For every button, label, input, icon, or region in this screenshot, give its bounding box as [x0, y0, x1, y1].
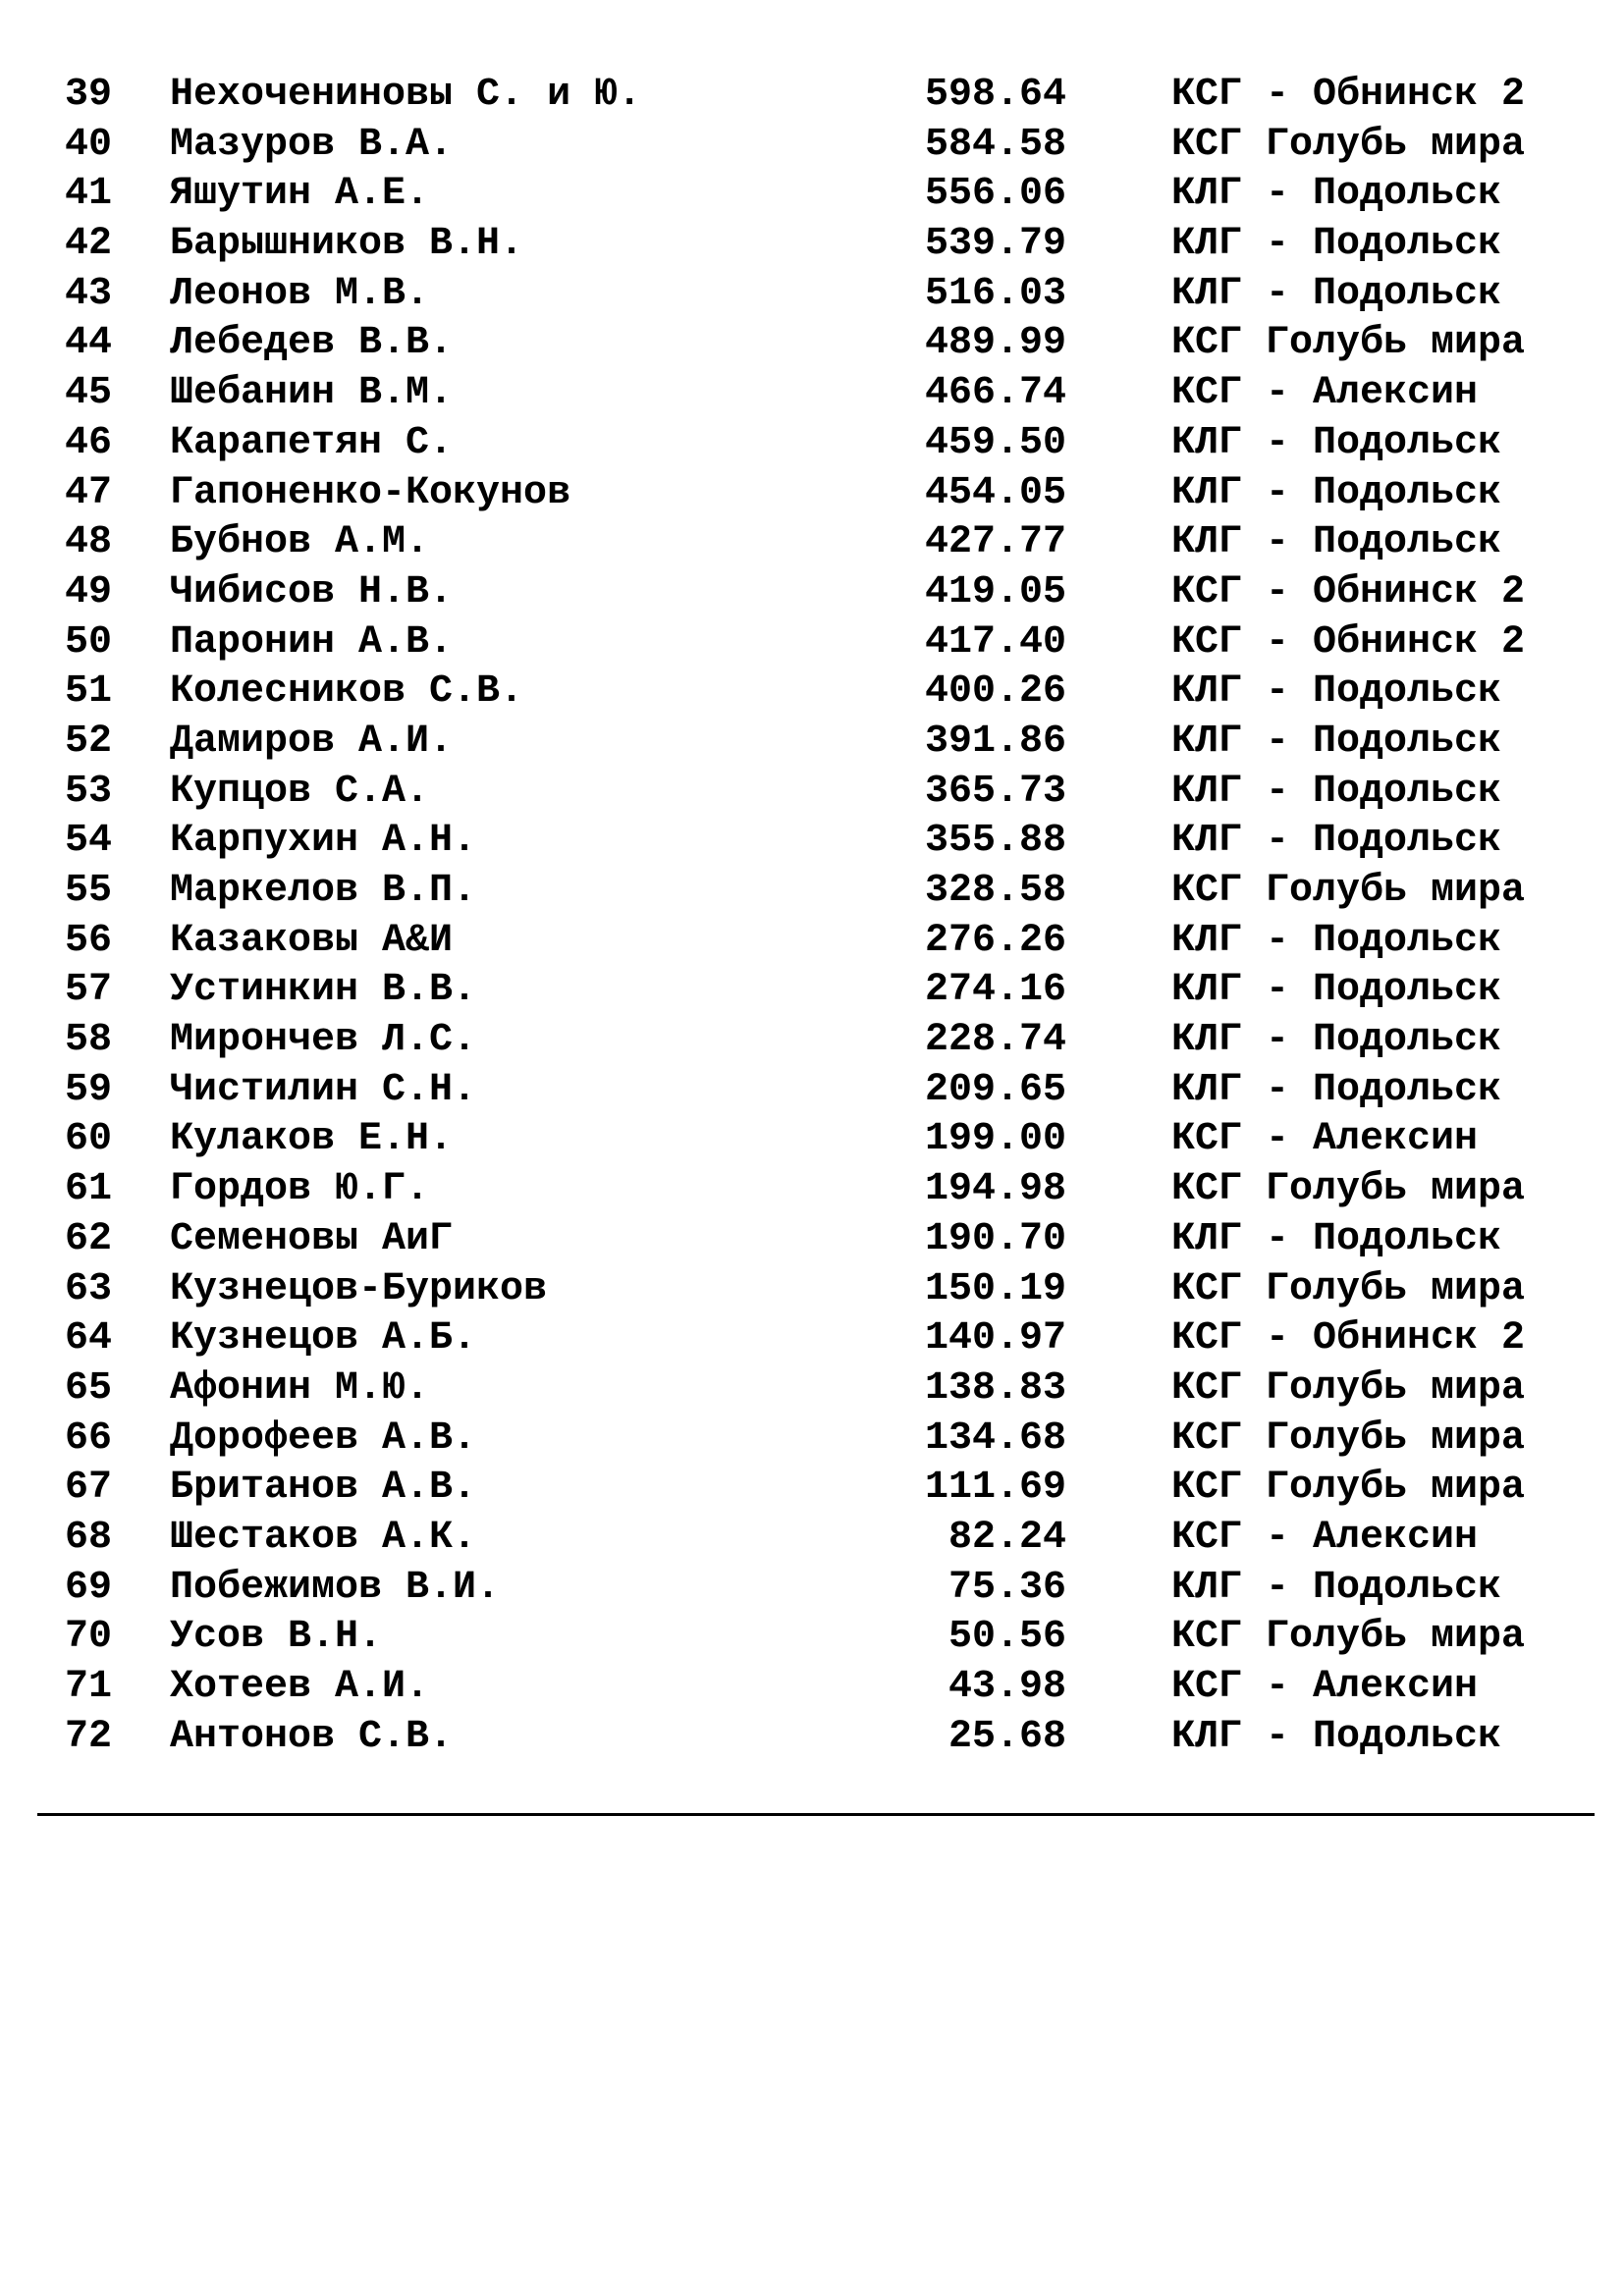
row-number: 39	[65, 73, 113, 117]
row-number: 71	[65, 1665, 113, 1709]
row-number: 47	[65, 470, 113, 515]
points-value: 355.88	[924, 819, 1066, 864]
results-row	[0, 369, 1624, 419]
club-name: КСГ - Алексин	[1171, 1665, 1479, 1709]
results-row	[0, 1115, 1624, 1165]
points-value: 598.64	[924, 73, 1066, 117]
results-row	[0, 817, 1624, 867]
row-number: 66	[65, 1415, 113, 1461]
club-name: КЛГ - Подольск	[1171, 1018, 1502, 1063]
club-name: КСГ Голубь мира	[1171, 1266, 1526, 1311]
participant-name: Побежимов В.И.	[170, 1565, 501, 1610]
results-row	[0, 319, 1624, 369]
results-row	[0, 917, 1624, 967]
club-name: КЛГ - Подольск	[1171, 172, 1502, 217]
participant-name: Гапоненко-Кокунов	[170, 470, 571, 515]
club-name: КСГ - Алексин	[1171, 1117, 1479, 1162]
participant-name: Дамиров А.И.	[170, 719, 454, 764]
club-name: КЛГ - Подольск	[1171, 520, 1502, 565]
club-name: КЛГ - Подольск	[1171, 918, 1502, 963]
results-row	[0, 1464, 1624, 1514]
row-number: 42	[65, 222, 113, 267]
club-name: КСГ - Алексин	[1171, 1515, 1479, 1560]
points-value: 459.50	[924, 420, 1066, 465]
participant-name: Семеновы АиГ	[170, 1216, 454, 1261]
participant-name: Чистилин С.Н.	[170, 1067, 477, 1112]
results-row	[0, 1514, 1624, 1564]
club-name: КСГ Голубь мира	[1171, 321, 1526, 366]
points-value: 82.24	[947, 1515, 1066, 1560]
club-name: КЛГ - Подольск	[1171, 420, 1502, 465]
points-value: 50.56	[947, 1615, 1066, 1660]
points-value: 391.86	[924, 719, 1066, 764]
results-row	[0, 1165, 1624, 1215]
bottom-rule	[37, 1813, 1595, 1816]
points-value: 75.36	[947, 1565, 1066, 1610]
participant-name: Барышников В.Н.	[170, 222, 524, 267]
row-number: 56	[65, 918, 113, 963]
points-value: 274.16	[924, 968, 1066, 1013]
points-value: 365.73	[924, 769, 1066, 814]
row-number: 63	[65, 1266, 113, 1311]
results-row	[0, 568, 1624, 618]
row-number: 55	[65, 869, 113, 913]
club-name: КЛГ - Подольск	[1171, 222, 1502, 267]
results-row	[0, 718, 1624, 768]
points-value: 400.26	[924, 669, 1066, 715]
club-name: КСГ Голубь мира	[1171, 1615, 1526, 1660]
participant-name: Афонин М.Ю.	[170, 1365, 430, 1411]
results-row	[0, 1713, 1624, 1763]
points-value: 516.03	[924, 271, 1066, 316]
row-number: 72	[65, 1714, 113, 1759]
participant-name: Шестаков А.К.	[170, 1515, 477, 1560]
club-name: КСГ Голубь мира	[1171, 1415, 1526, 1461]
participant-name: Колесников С.В.	[170, 669, 524, 715]
participant-name: Усов В.Н.	[170, 1615, 383, 1660]
results-row	[0, 270, 1624, 320]
results-row	[0, 1663, 1624, 1713]
results-row	[0, 1314, 1624, 1364]
participant-name: Британов А.В.	[170, 1466, 477, 1511]
participant-name: Карпухин А.Н.	[170, 819, 477, 864]
participant-name: Антонов С.В.	[170, 1714, 454, 1759]
results-row	[0, 618, 1624, 668]
points-value: 419.05	[924, 569, 1066, 614]
results-row	[0, 518, 1624, 568]
row-number: 59	[65, 1067, 113, 1112]
results-row	[0, 71, 1624, 121]
row-number: 69	[65, 1565, 113, 1610]
row-number: 49	[65, 569, 113, 614]
results-row	[0, 667, 1624, 718]
results-row	[0, 1215, 1624, 1265]
row-number: 51	[65, 669, 113, 715]
club-name: КСГ - Обнинск 2	[1171, 619, 1526, 665]
club-name: КСГ - Обнинск 2	[1171, 1316, 1526, 1362]
row-number: 58	[65, 1018, 113, 1063]
club-name: КСГ Голубь мира	[1171, 1167, 1526, 1212]
club-name: КЛГ - Подольск	[1171, 769, 1502, 814]
results-row	[0, 867, 1624, 917]
results-row	[0, 1016, 1624, 1066]
points-value: 134.68	[924, 1415, 1066, 1461]
points-value: 427.77	[924, 520, 1066, 565]
row-number: 67	[65, 1466, 113, 1511]
row-number: 48	[65, 520, 113, 565]
club-name: КЛГ - Подольск	[1171, 1714, 1502, 1759]
club-name: КЛГ - Подольск	[1171, 819, 1502, 864]
points-value: 466.74	[924, 371, 1066, 416]
results-row	[0, 1415, 1624, 1465]
points-value: 150.19	[924, 1266, 1066, 1311]
row-number: 70	[65, 1615, 113, 1660]
row-number: 60	[65, 1117, 113, 1162]
participant-name: Карапетян С.	[170, 420, 454, 465]
points-value: 328.58	[924, 869, 1066, 913]
club-name: КСГ - Алексин	[1171, 371, 1479, 416]
participant-name: Кузнецов А.Б.	[170, 1316, 477, 1362]
participant-name: Кузнецов-Буриков	[170, 1266, 548, 1311]
row-number: 44	[65, 321, 113, 366]
club-name: КЛГ - Подольск	[1171, 719, 1502, 764]
results-row	[0, 1613, 1624, 1663]
club-name: КЛГ - Подольск	[1171, 271, 1502, 316]
points-value: 489.99	[924, 321, 1066, 366]
club-name: КЛГ - Подольск	[1171, 470, 1502, 515]
participant-name: Дорофеев А.В.	[170, 1415, 477, 1461]
points-value: 43.98	[947, 1665, 1066, 1709]
points-value: 539.79	[924, 222, 1066, 267]
row-number: 46	[65, 420, 113, 465]
row-number: 53	[65, 769, 113, 814]
points-value: 417.40	[924, 619, 1066, 665]
participant-name: Купцов С.А.	[170, 769, 430, 814]
participant-name: Леонов М.В.	[170, 271, 430, 316]
club-name: КСГ - Обнинск 2	[1171, 569, 1526, 614]
points-value: 276.26	[924, 918, 1066, 963]
participant-name: Шебанин В.М.	[170, 371, 454, 416]
results-row	[0, 768, 1624, 818]
results-row	[0, 419, 1624, 469]
results-list	[0, 71, 1624, 1762]
row-number: 45	[65, 371, 113, 416]
club-name: КЛГ - Подольск	[1171, 1216, 1502, 1261]
results-row	[0, 1564, 1624, 1614]
points-value: 190.70	[924, 1216, 1066, 1261]
row-number: 50	[65, 619, 113, 665]
participant-name: Казаковы А&И	[170, 918, 454, 963]
results-row	[0, 1364, 1624, 1415]
points-value: 209.65	[924, 1067, 1066, 1112]
points-value: 25.68	[947, 1714, 1066, 1759]
participant-name: Хотеев А.И.	[170, 1665, 430, 1709]
participant-name: Маркелов В.П.	[170, 869, 477, 913]
row-number: 65	[65, 1365, 113, 1411]
club-name: КСГ Голубь мира	[1171, 869, 1526, 913]
participant-name: Гордов Ю.Г.	[170, 1167, 430, 1212]
results-row	[0, 966, 1624, 1016]
club-name: КСГ Голубь мира	[1171, 1466, 1526, 1511]
club-name: КСГ Голубь мира	[1171, 1365, 1526, 1411]
points-value: 138.83	[924, 1365, 1066, 1411]
results-row	[0, 121, 1624, 171]
club-name: КЛГ - Подольск	[1171, 669, 1502, 715]
participant-name: Паронин А.В.	[170, 619, 454, 665]
row-number: 41	[65, 172, 113, 217]
row-number: 62	[65, 1216, 113, 1261]
club-name: КЛГ - Подольск	[1171, 968, 1502, 1013]
points-value: 556.06	[924, 172, 1066, 217]
points-value: 140.97	[924, 1316, 1066, 1362]
club-name: КЛГ - Подольск	[1171, 1565, 1502, 1610]
participant-name: Кулаков Е.Н.	[170, 1117, 454, 1162]
points-value: 199.00	[924, 1117, 1066, 1162]
row-number: 68	[65, 1515, 113, 1560]
row-number: 64	[65, 1316, 113, 1362]
results-row	[0, 220, 1624, 270]
participant-name: Устинкин В.В.	[170, 968, 477, 1013]
results-row	[0, 170, 1624, 220]
results-row	[0, 1066, 1624, 1116]
results-row	[0, 469, 1624, 519]
row-number: 52	[65, 719, 113, 764]
participant-name: Нехочениновы С. и Ю.	[170, 73, 642, 117]
row-number: 54	[65, 819, 113, 864]
points-value: 111.69	[924, 1466, 1066, 1511]
row-number: 43	[65, 271, 113, 316]
results-row	[0, 1265, 1624, 1315]
row-number: 40	[65, 122, 113, 167]
club-name: КСГ Голубь мира	[1171, 122, 1526, 167]
participant-name: Бубнов А.М.	[170, 520, 430, 565]
points-value: 454.05	[924, 470, 1066, 515]
participant-name: Лебедев В.В.	[170, 321, 454, 366]
points-value: 228.74	[924, 1018, 1066, 1063]
club-name: КЛГ - Подольск	[1171, 1067, 1502, 1112]
row-number: 57	[65, 968, 113, 1013]
points-value: 194.98	[924, 1167, 1066, 1212]
participant-name: Мирончев Л.С.	[170, 1018, 477, 1063]
participant-name: Яшутин А.Е.	[170, 172, 430, 217]
participant-name: Чибисов Н.В.	[170, 569, 454, 614]
points-value: 584.58	[924, 122, 1066, 167]
row-number: 61	[65, 1167, 113, 1212]
club-name: КСГ - Обнинск 2	[1171, 73, 1526, 117]
participant-name: Мазуров В.А.	[170, 122, 454, 167]
